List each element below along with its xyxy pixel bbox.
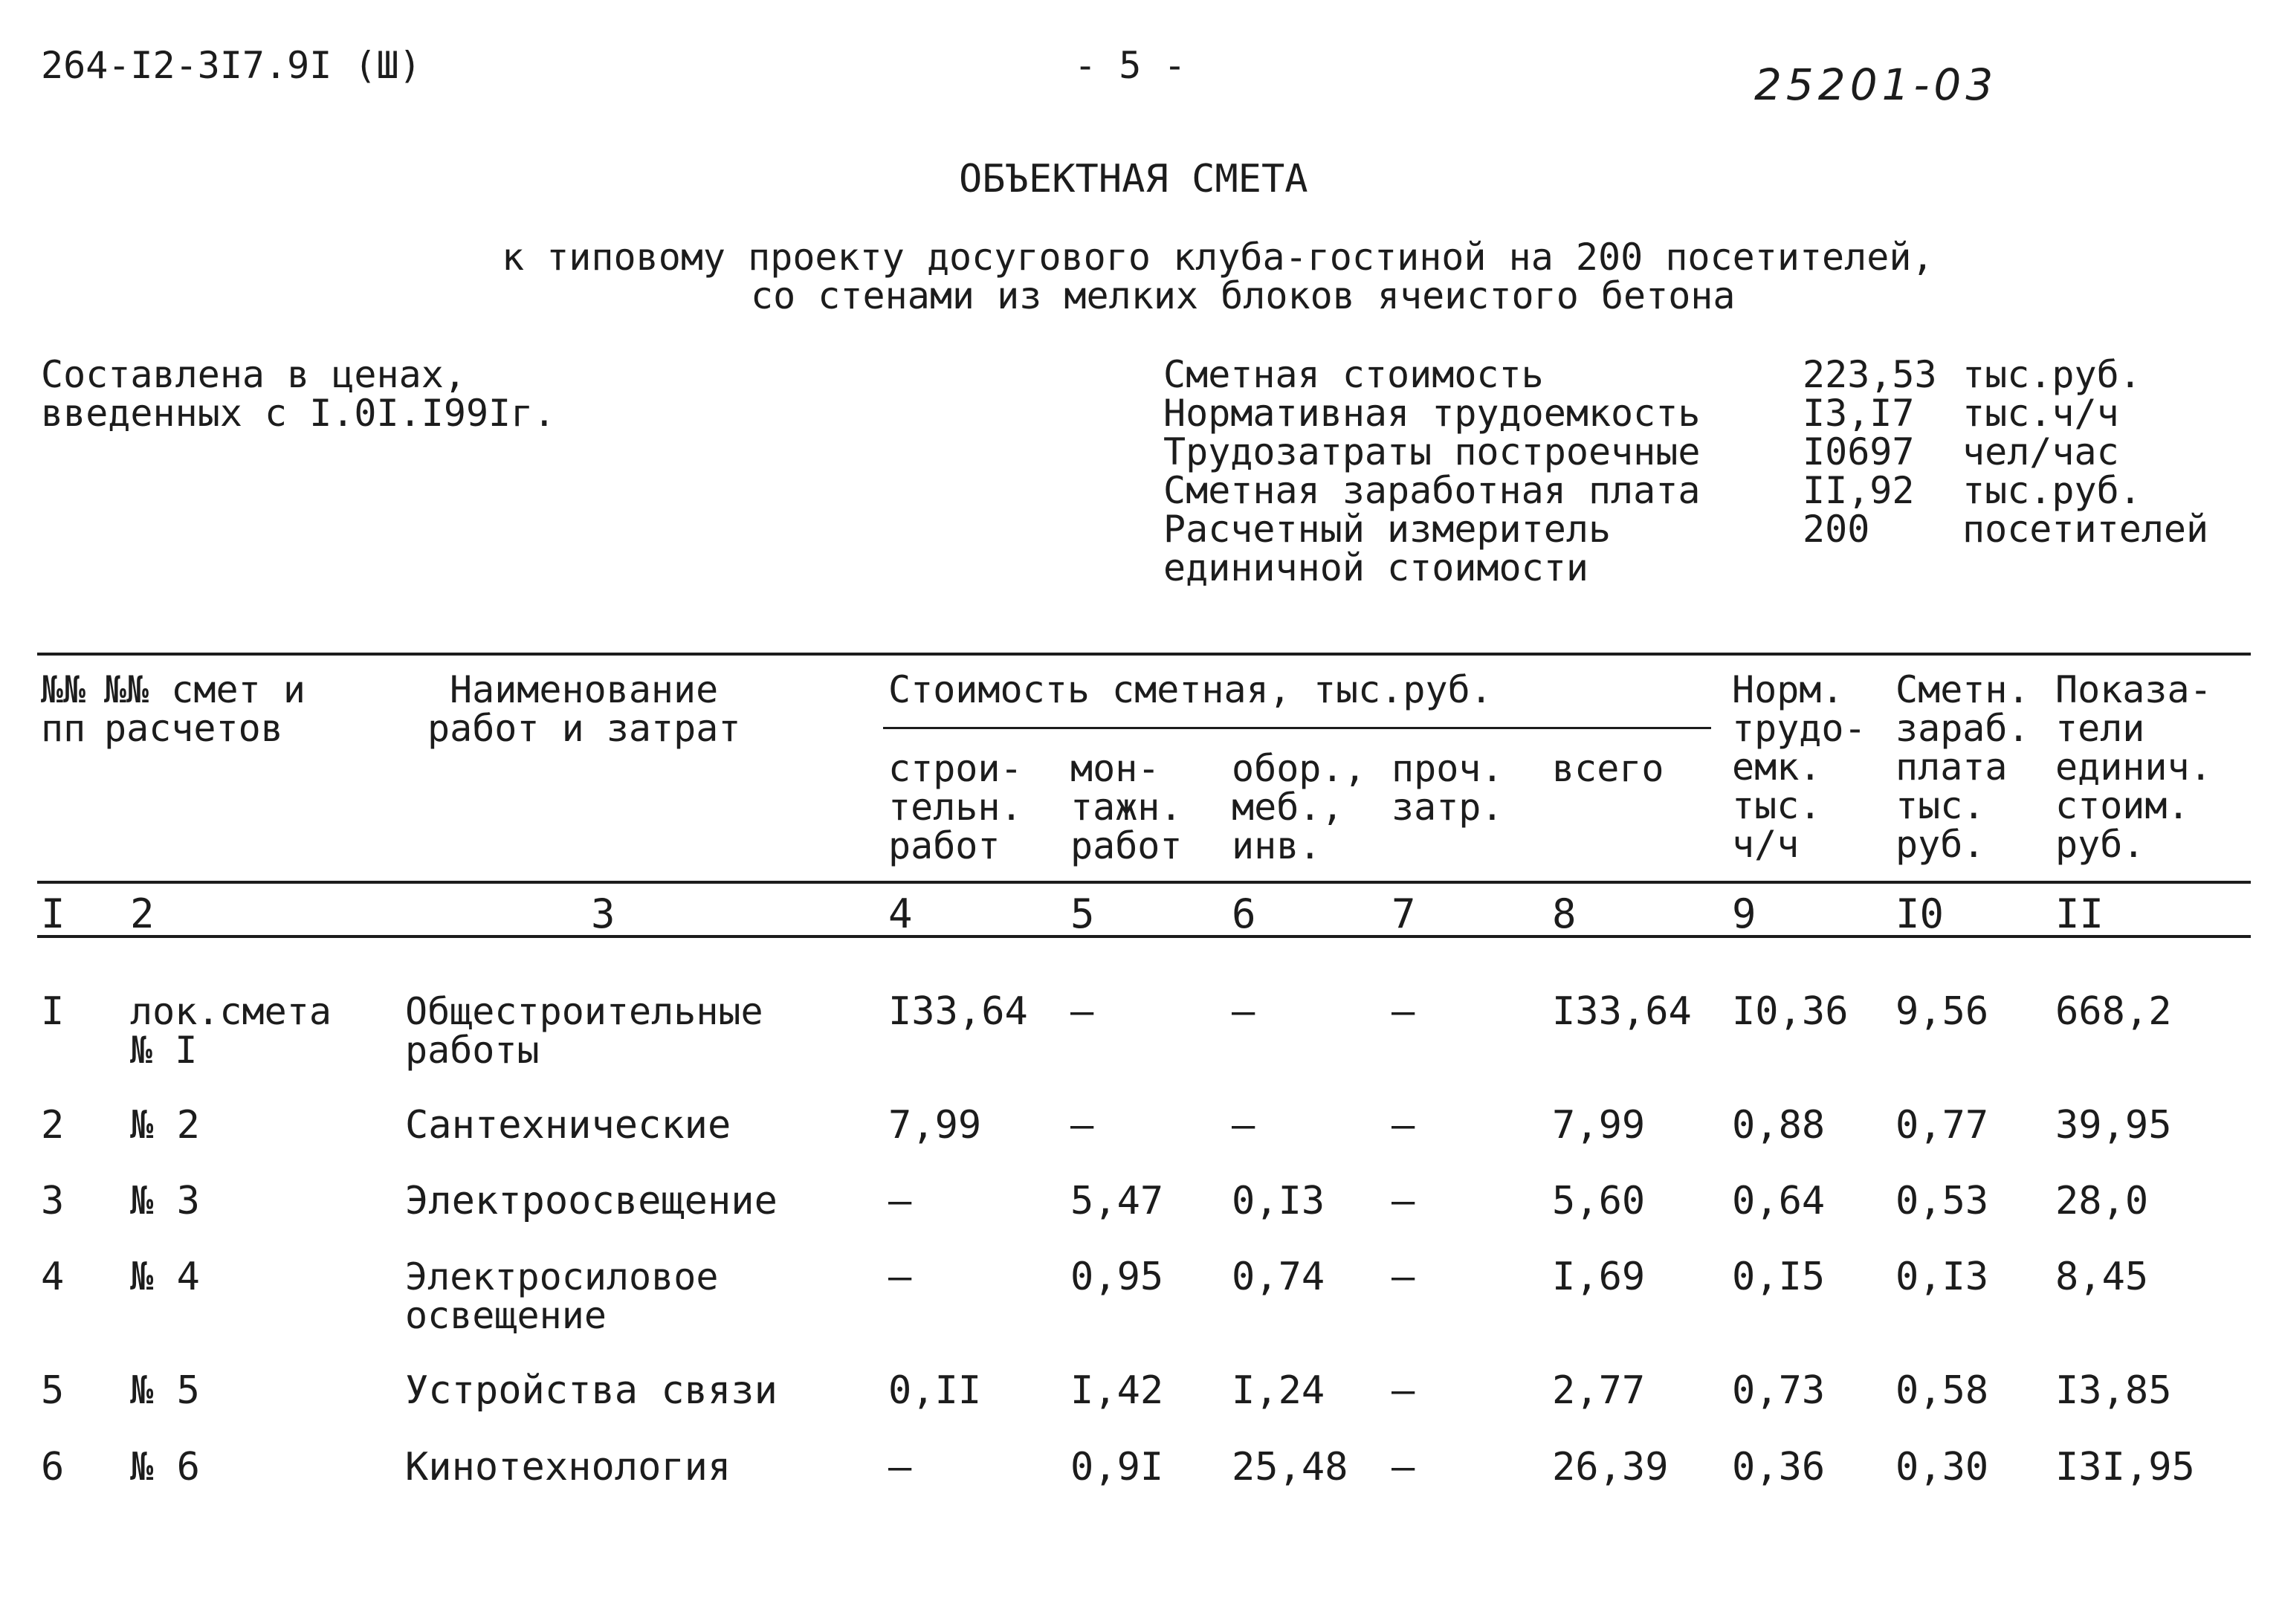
column-number: 8 (1552, 890, 1577, 937)
cell-wages: 0,30 (1895, 1445, 1989, 1489)
summary-unit: посетителей (1962, 508, 2209, 551)
cell-construction: I33,64 (888, 989, 1028, 1034)
row-number: I (41, 989, 65, 1034)
document-title: ОБЪЕКТНАЯ СМЕТА (959, 157, 1308, 201)
handwritten-code: 25201-03 (1754, 59, 1998, 110)
header-bottom-rule (37, 881, 2251, 884)
cell-wages: 0,58 (1895, 1368, 1989, 1413)
summary-value: 223,53 (1803, 353, 1937, 396)
row-name (405, 1255, 719, 1337)
cell-unit-cost: 28,0 (2055, 1179, 2149, 1223)
cell-unit-cost: 39,95 (2055, 1103, 2172, 1148)
header-text: единич. (2055, 745, 2212, 789)
header-text: пп (41, 707, 86, 750)
header-text: работ (1070, 824, 1183, 867)
header-text: №№ (41, 668, 86, 711)
cell-unit-cost: 8,45 (2055, 1255, 2149, 1299)
cell-labor: 0,I5 (1732, 1255, 1826, 1299)
cell-other: – (1391, 1103, 1415, 1148)
cell-labor: 0,36 (1732, 1445, 1826, 1489)
row-ref (130, 992, 332, 1070)
table-top-rule (37, 653, 2251, 656)
header-text: №№ смет и (104, 668, 306, 711)
header-text: плата (1895, 745, 2008, 789)
row-ref: № 5 (130, 1368, 200, 1413)
cell-total: I33,64 (1552, 989, 1692, 1034)
column-number: 6 (1232, 890, 1256, 937)
subtitle-line-1: к типовому проекту досугового клуба-гостиной на 200 посетителей, (502, 236, 1934, 279)
summary-label: Сметная стоимость (1163, 353, 1544, 396)
cell-other: – (1391, 1445, 1415, 1489)
header-text: всего (1552, 747, 1664, 790)
header-text: проч. (1391, 747, 1504, 790)
row-ref: № 4 (130, 1255, 200, 1299)
row-name: Электроосвещение (405, 1179, 778, 1223)
cell-labor: 0,73 (1732, 1368, 1826, 1413)
cell-installation: – (1070, 1103, 1094, 1148)
header-text: руб. (1895, 823, 1985, 866)
row-ref: № 6 (130, 1445, 200, 1489)
cell-total: 26,39 (1552, 1445, 1669, 1489)
row-ref: № 2 (130, 1103, 200, 1148)
cell-construction: 0,II (888, 1368, 982, 1413)
cell-equipment: – (1232, 1103, 1255, 1148)
header-col-9 (1732, 670, 1866, 864)
header-col-2 (104, 670, 306, 748)
header-col-6 (1232, 749, 1366, 865)
column-number: II (2055, 890, 2104, 937)
column-number: I0 (1895, 890, 1945, 937)
row-name-line: освещение (405, 1294, 607, 1337)
header-text: строи- (888, 747, 1023, 790)
summary-labels (1163, 355, 1700, 587)
cell-installation: – (1070, 989, 1094, 1034)
summary-unit: чел/час (1962, 430, 2119, 473)
cell-other: – (1391, 1368, 1415, 1413)
cell-construction: – (888, 1445, 912, 1489)
cell-installation: 0,9I (1070, 1445, 1164, 1489)
header-text: расчетов (104, 707, 283, 750)
cell-total: 5,60 (1552, 1179, 1646, 1223)
header-col-8 (1552, 749, 1664, 788)
header-text: трудо- (1732, 707, 1866, 750)
row-ref-line: лок.смета (130, 990, 332, 1033)
summary-label: единичной стоимости (1163, 546, 1588, 589)
row-number: 2 (41, 1103, 65, 1148)
row-number: 4 (41, 1255, 65, 1299)
header-text: обор., (1232, 747, 1366, 790)
row-number: 6 (41, 1445, 65, 1489)
cell-equipment: I,24 (1232, 1368, 1325, 1413)
cell-other: – (1391, 1255, 1415, 1299)
column-number: 2 (130, 890, 155, 937)
header-text: инв. (1232, 824, 1322, 867)
cell-unit-cost: I3I,95 (2055, 1445, 2195, 1489)
header-text: мон- (1070, 747, 1160, 790)
row-name: Сантехнические (405, 1103, 731, 1148)
row-name: Кинотехнология (405, 1445, 731, 1489)
summary-unit: тыс.руб. (1962, 353, 2142, 396)
header-text: зараб. (1895, 707, 2030, 750)
cell-wages: 0,53 (1895, 1179, 1989, 1223)
row-ref-line: № I (130, 1029, 198, 1072)
prices-note (41, 355, 555, 433)
cell-equipment: – (1232, 989, 1255, 1034)
header-text: Показа- (2055, 668, 2212, 711)
summary-unit: тыс.руб. (1962, 469, 2142, 512)
header-text: тыс. (1732, 784, 1822, 827)
cell-construction: 7,99 (888, 1103, 982, 1148)
summary-value: II,92 (1803, 469, 1915, 512)
cell-unit-cost: I3,85 (2055, 1368, 2172, 1413)
cell-labor: I0,36 (1732, 989, 1849, 1034)
header-col-1 (41, 670, 85, 748)
summary-label: Расчетный измеритель (1163, 508, 1612, 551)
cost-group-rule (883, 727, 1711, 729)
cell-total: 7,99 (1552, 1103, 1646, 1148)
row-number: 5 (41, 1368, 65, 1413)
column-number: 5 (1070, 890, 1095, 937)
cell-wages: 0,I3 (1895, 1255, 1989, 1299)
header-text: Наименование (450, 668, 719, 711)
header-text: работ и затрат (427, 707, 741, 750)
column-number: 9 (1732, 890, 1756, 937)
column-number: 4 (888, 890, 913, 937)
header-text: тыс. (1895, 784, 1985, 827)
cell-installation: 0,95 (1070, 1255, 1164, 1299)
summary-label: Нормативная трудоемкость (1163, 392, 1701, 435)
column-number: 3 (591, 890, 615, 937)
header-col-5 (1070, 749, 1183, 865)
subtitle-line-2: со стенами из мелких блоков ячеистого бетона (751, 274, 1736, 317)
header-text: тельн. (888, 786, 1023, 829)
column-number: 7 (1391, 890, 1416, 937)
summary-label: Трудозатраты построечные (1163, 430, 1701, 473)
summary-values (1803, 355, 1937, 549)
cell-construction: – (888, 1179, 912, 1223)
row-ref: № 3 (130, 1179, 200, 1223)
cell-other: – (1391, 989, 1415, 1034)
cell-equipment: 25,48 (1232, 1445, 1348, 1489)
cell-wages: 0,77 (1895, 1103, 1989, 1148)
header-text: работ (888, 824, 1001, 867)
column-number: I (41, 890, 65, 937)
header-text: Норм. (1732, 668, 1844, 711)
prices-note-line: Составлена в ценах, (41, 353, 466, 396)
header-col-7 (1391, 747, 1504, 829)
cell-construction: – (888, 1255, 912, 1299)
row-name-line: Общестроительные (405, 990, 763, 1033)
header-cost-group: Стоимость сметная, тыс.руб. (888, 668, 1493, 711)
page-number: - 5 - (1074, 44, 1186, 87)
cell-wages: 9,56 (1895, 989, 1989, 1034)
summary-label: Сметная заработная плата (1163, 469, 1701, 512)
summary-value: I0697 (1803, 430, 1915, 473)
header-col-11 (2055, 670, 2212, 864)
row-name: Устройства связи (405, 1368, 778, 1413)
cell-total: 2,77 (1552, 1368, 1646, 1413)
header-text: затр. (1391, 786, 1504, 829)
cell-labor: 0,88 (1732, 1103, 1826, 1148)
summary-value: 200 (1803, 508, 1870, 551)
header-text: руб. (2055, 823, 2145, 866)
cell-equipment: 0,74 (1232, 1255, 1325, 1299)
prices-note-line: введенных с I.0I.I99Iг. (41, 392, 556, 435)
header-text: тели (2055, 707, 2145, 750)
cell-total: I,69 (1552, 1255, 1646, 1299)
header-text: меб., (1232, 786, 1344, 829)
header-text: Сметн. (1895, 668, 2030, 711)
cell-unit-cost: 668,2 (2055, 989, 2172, 1034)
cell-labor: 0,64 (1732, 1179, 1826, 1223)
header-col-10 (1895, 670, 2030, 864)
cell-other: – (1391, 1179, 1415, 1223)
summary-units (1962, 355, 2208, 549)
summary-value: I3,I7 (1803, 392, 1915, 435)
header-text: емк. (1732, 745, 1822, 789)
cell-installation: I,42 (1070, 1368, 1164, 1413)
cell-equipment: 0,I3 (1232, 1179, 1325, 1223)
header-col-4 (888, 749, 1023, 865)
row-name-line: работы (405, 1029, 540, 1072)
row-name-line: Электросиловое (405, 1255, 719, 1298)
header-text: тажн. (1070, 786, 1183, 829)
row-name (405, 992, 763, 1070)
header-text: ч/ч (1732, 823, 1800, 866)
header-col-3 (427, 670, 740, 748)
summary-unit: тыс.ч/ч (1962, 392, 2119, 435)
document-code: 264-I2-3I7.9I (Ш) (41, 44, 421, 87)
row-number: 3 (41, 1179, 65, 1223)
cell-installation: 5,47 (1070, 1179, 1164, 1223)
header-text: стоим. (2055, 784, 2190, 827)
